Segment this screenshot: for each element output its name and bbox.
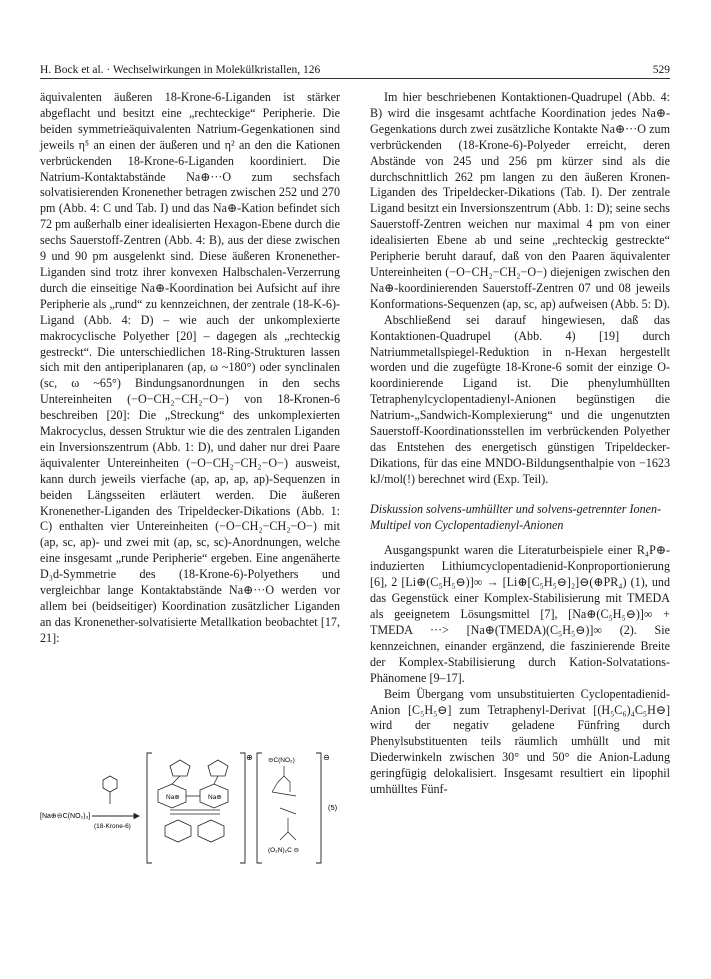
- anion-label-top: ⊖C(NO₂): [268, 757, 295, 764]
- cation-label-right: Na⊕: [208, 794, 222, 801]
- section-heading: Diskussion solvens-umhüllter und solvens-getrennter Ionen-Multipel von Cyclopentadienyl-Anionen: [370, 501, 662, 532]
- reaction-arrow: [92, 814, 139, 819]
- running-title: H. Bock et al. · Wechselwirkungen in Molekülkristallen, 126: [40, 64, 321, 76]
- anion-structure: [272, 766, 296, 840]
- reaction-scheme-5: [40, 748, 340, 868]
- left-column: [40, 90, 340, 647]
- right-paragraph-2: Abschließend sei darauf hingewiesen, daß das Kontaktionen-Quadrupel (Abb. 4) [19] durch Natriummetallspiegel-Reduktion in n-Hexan hergestellt worden und die zugefügte 18-Krone-6 somit der einzige O-koordinierende Ligand ist. Die phenylumhüllten Tetraphenylcyclopentadienyl-Anionen begünstigen die Natrium-„Sandwich-Komplexierung“ und die ungenutzten Sauerstoff-Koordinationsstellen im verbrückenden Polyether das Entstehen des energetisch günstigen Tripeldecker-Dikations, für das eine MNDO-Bildungsenthalpie von −1623 kJ/mol(!) berechnet wird (Exp. Teil).: [370, 312, 670, 486]
- cation-charge: ⊕: [246, 753, 253, 762]
- right-paragraph-1: Im hier beschriebenen Kontaktionen-Quadrupel (Abb. 4: B) wird die insgesamt achtfache Koordination jedes Na⊕-Gegenkations durch zwei zusätzliche Kontakte Na⊕···O zum verbrückenden (18-Krone-6)-Polyeder erreicht, deren Abstände von 245 und 256 pm kürzer sind als die durchschnittlich 262 pm langen zu den äußeren Kronen-Liganden des Tripeldecker-Dikations (Tab. I). Der zentrale Ligand besitzt ein Inversionszentrum (Abb. 1: D); seine sechs Sauerstoff-Zentren weichen nur maximal 4 pm von einer idealisierten Ebene ab und seine „rechteckig gestreckte“ Peripherie beruht darauf, daß von den Paaren äquivalenter Untereinheiten (−O−CH₂−CH₂−O−) diejenigen zwischen den Na⊕-koordinierenden Sauerstoff-Zentren 07 und 08 jeweils Konformations-Sequenzen (ap, sc, ap) aufweisen (Abb. 5: D).: [370, 90, 670, 311]
- scheme-reagent: (18-Krone-6): [94, 823, 131, 830]
- triple-decker-structure: [158, 760, 228, 842]
- equation-number: (5): [328, 803, 338, 812]
- right-paragraph-3: Ausgangspunkt waren die Literaturbeispiele einer R₄P⊕-induzierten Lithiumcyclopentadienid-Konproportionierung [6], 2 [Li⊕(C₅H₅⊖)]∞ → [Li⊕[C₅H₅⊖]₂]⊖(⊕PR₄) (1), und das Gegenstück einer Komplex-Stabilisierung mit TMEDA als geeignetem Lösungsmittel [7], [Na⊕(C₅H₅⊖)]∞ + TMEDA ···> [Na⊕(TMEDA)(C₅H₅⊖)]∞ (2). Sie kennzeichnen, einander ergänzend, die faszinierende Breite der Komplex-Stabilisierung durch Kation-Solvatations-Phänomene [9–17].: [370, 543, 670, 685]
- anion-label-bottom: (O₂N)₂C ⊖: [268, 847, 300, 854]
- running-header: [40, 62, 670, 79]
- left-paragraph-1: äquivalenten äußeren 18-Krone-6-Liganden ist stärker abgeflacht und besitzt eine „rechteckige“ Peripherie. Die beiden symmetrieäquivalenten Natrium-Gegenkationen sind jeweils η⁵ an einen der äußeren und η² an den die Kationen verbrückenden 18-Krone-6-Liganden koordiniert. Die Natrium-Kontaktabstände Na⊕···O zum sechsfach solvatisierenden Kronenether betragen zwischen 252 und 270 pm (Abb. 4: C und Tab. I) und das Na⊕-Kation befindet sich 72 pm außerhalb einer idealisierten Hexagon-Ebene durch die sechs Sauerstoff-Zentren (Abb. 4: B), aus der diese zwischen 9 und 90 pm ausgelenkt sind. Diese äußeren Kronenether-Liganden sind trotz ihrer konvexen Halbschalen-Verzerrung durch die einseitige Na⊕-Koordination bei Aufsicht auf ihre Peripherie als „rund“ zu kennzeichnen, der zentrale (18-K-6)-Ligand (Abb. 4: D) – wie auch der unkomplexierte makrocyclische Polyether [20] – dagegen als „rechteckig gestreckt“. Die unterschiedlichen 18-Ring-Strukturen lassen sich mit den antiperiplanaren (ap, ω ~180°) oder synclinalen (sc, ω ~65°) Bindungsanordnungen in den sechs Untereinheiten (−O−CH₂−CH₂−O−) von 18-Kronen-6 beschreiben [20]: Die „Streckung“ des unkomplexierten Makrocyclus, dessen Struktur wie die des zentralen Liganden ein Inversionszentrum (Abb. 1: D), und daher nur drei Paare äquivalenter Untereinheiten (−O−CH₂−CH₂−O−) ausweist, kann durch jeweils vierfache (ap, ap, ap, ap)-Sequenzen in beiden Längsseiten erläutert werden. Die äußeren Kronenether-Liganden des Tripeldecker-Dikations (Abb. 1: C) enthalten vier Untereinheiten (−O−CH₂−CH₂−O−) mit (ap, sc, ap)- und zwei mit (ap, sc, sc)-Anordnungen, welche eine insgesamt „runde Peripherie“ ergeben. Eine angenäherte D₃d-Symmetrie des (18-Krone-6)-Polyethers und vergleichbar lange Kontaktabstände Na⊕···O werden vor allem bei (beidseitiger) Koordination zusätzlicher Liganden an das Kronenether-solvatisierte Metallkation beobachtet [17, 21]:: [40, 90, 340, 645]
- cation-label-left: Na⊕: [166, 794, 180, 801]
- scheme-reactant: [Na⊕⊖C(NO₂)₃]: [40, 813, 91, 820]
- anion-charge: ⊖: [323, 753, 330, 762]
- right-column: [370, 90, 670, 798]
- page-number: 529: [652, 64, 670, 76]
- crown-ether-reagent-icon: [103, 776, 117, 804]
- cation-bracket: [147, 753, 245, 863]
- right-paragraph-4: Beim Übergang vom unsubstituierten Cyclopentadienid-Anion [C₅H₅⊖] zum Tetraphenyl-Derivat [(H₅C₆)₄C₅H⊖] wird der negativ geladene Fünfring durch Phenylsubstituenten teils räumlich umhüllt und mit Diederwinkeln zwischen 30° und 50° die Anion-Ladung geringfügig delokalisiert. Insgesamt resultiert ein lipophil umhülltes Fünf-: [370, 686, 670, 797]
